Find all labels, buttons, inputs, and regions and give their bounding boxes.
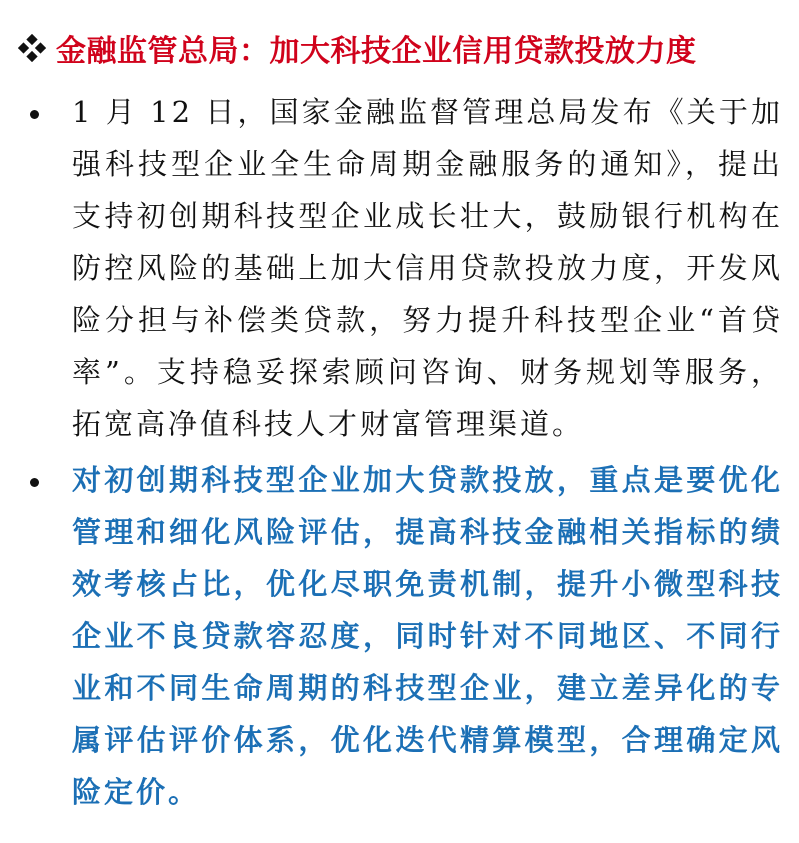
- bullet-text-analysis: 对初创期科技型企业加大贷款投放，重点是要优化管理和细化风险评估，提高科技金融相关指标的绩效考核占比，优化尽职免责机制，提升小微型科技企业不良贷款容忍度，同时针对不同地区、不同行业和不同生命周期的科技型企业，建立差异化的专属评估评价体系，优化迭代精算模型，合理确定风险定价。: [72, 463, 783, 809]
- diamond-bullet-icon: [18, 34, 46, 62]
- bullet-dot-icon: [30, 454, 56, 506]
- bullet-dot-icon: [30, 86, 56, 138]
- bullet-item: [18, 86, 783, 450]
- headline-title: 金融监管总局：加大科技企业信用贷款投放力度: [56, 34, 697, 69]
- bullet-text-announcement: 1 月 12 日，国家金融监督管理总局发布《关于加强科技型企业全生命周期金融服务的通知》，提出支持初创期科技型企业成长壮大，鼓励银行机构在防控风险的基础上加大信用贷款投放力度，开发风险分担与补偿类贷款，努力提升科技型企业“首贷率”。支持稳妥探索顾问咨询、财务规划等服务，拓宽高净值科技人才财富管理渠道。: [72, 95, 783, 441]
- bullet-item: [18, 454, 783, 818]
- headline: [18, 20, 783, 76]
